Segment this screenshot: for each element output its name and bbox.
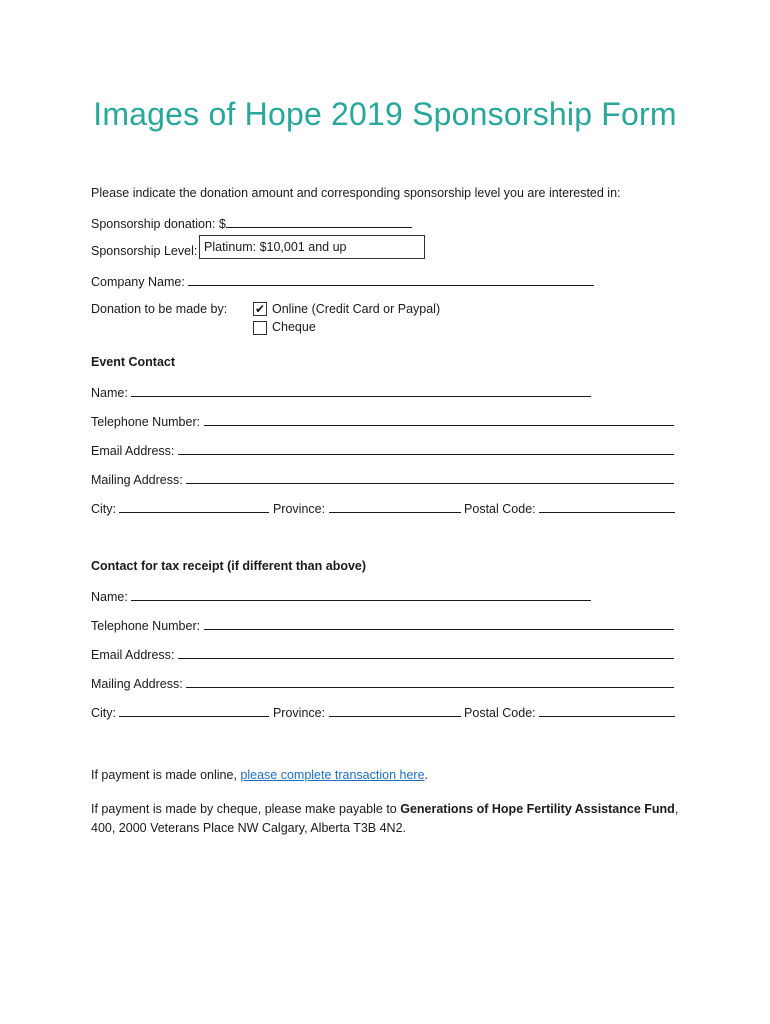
tax-city-field[interactable] bbox=[119, 704, 269, 717]
event-name-field[interactable] bbox=[131, 384, 591, 397]
sponsorship-donation-field[interactable] bbox=[226, 215, 412, 228]
cheque-payee: Generations of Hope Fertility Assistance Fund bbox=[400, 802, 675, 816]
online-payment-note bbox=[91, 768, 428, 782]
event-postal-field[interactable] bbox=[539, 500, 675, 513]
event-name-row bbox=[91, 384, 591, 400]
event-mailing-label: Mailing Address: bbox=[91, 473, 183, 487]
company-name-field[interactable] bbox=[188, 273, 594, 286]
tax-mailing-label: Mailing Address: bbox=[91, 677, 183, 691]
company-name-label: Company Name: bbox=[91, 275, 185, 289]
company-name-row bbox=[91, 273, 594, 289]
tax-email-field[interactable] bbox=[178, 646, 674, 659]
event-postal-label: Postal Code: bbox=[464, 502, 536, 516]
form-title: Images of Hope 2019 Sponsorship Form bbox=[93, 96, 677, 132]
event-telephone-row bbox=[91, 413, 674, 429]
complete-transaction-link[interactable]: please complete transaction here bbox=[240, 768, 425, 782]
event-city-row bbox=[91, 500, 675, 516]
event-mailing-field[interactable] bbox=[186, 471, 674, 484]
event-email-label: Email Address: bbox=[91, 444, 175, 458]
tax-city-label: City: bbox=[91, 706, 116, 720]
tax-email-label: Email Address: bbox=[91, 648, 175, 662]
tax-province-field[interactable] bbox=[329, 704, 461, 717]
tax-email-row bbox=[91, 646, 674, 662]
tax-province-label: Province: bbox=[272, 706, 326, 720]
tax-postal-label: Postal Code: bbox=[464, 706, 536, 720]
event-email-field[interactable] bbox=[178, 442, 674, 455]
tax-telephone-row bbox=[91, 617, 674, 633]
online-option-label: Online (Credit Card or Paypal) bbox=[272, 302, 441, 316]
tax-mailing-row bbox=[91, 675, 674, 691]
event-email-row bbox=[91, 442, 674, 458]
cheque-note-suffix: , bbox=[674, 802, 679, 816]
tax-city-row bbox=[91, 704, 675, 720]
tax-telephone-field[interactable] bbox=[204, 617, 674, 630]
event-city-field[interactable] bbox=[119, 500, 269, 513]
tax-name-row bbox=[91, 588, 591, 604]
event-city-label: City: bbox=[91, 502, 116, 516]
tax-telephone-label: Telephone Number: bbox=[91, 619, 201, 633]
online-note-prefix: If payment is made online, bbox=[91, 768, 241, 782]
event-telephone-label: Telephone Number: bbox=[91, 415, 201, 429]
sponsorship-level-select[interactable]: Platinum: $10,001 and up bbox=[199, 235, 425, 259]
event-telephone-field[interactable] bbox=[204, 413, 674, 426]
event-province-label: Province: bbox=[272, 502, 326, 516]
tax-name-label: Name: bbox=[91, 590, 128, 604]
event-name-label: Name: bbox=[91, 386, 128, 400]
tax-mailing-field[interactable] bbox=[186, 675, 674, 688]
cheque-address: 400, 2000 Veterans Place NW Calgary, Alberta T3B 4N2. bbox=[91, 821, 406, 835]
online-note-suffix: . bbox=[424, 768, 429, 782]
tax-postal-field[interactable] bbox=[539, 704, 675, 717]
event-contact-heading: Event Contact bbox=[91, 355, 176, 369]
cheque-note-prefix: If payment is made by cheque, please make payable to bbox=[91, 802, 401, 816]
sponsorship-donation-row bbox=[91, 215, 412, 231]
tax-contact-heading: Contact for tax receipt (if different than above) bbox=[91, 559, 367, 573]
online-checkbox[interactable]: ✔ bbox=[254, 302, 266, 316]
cheque-checkbox[interactable] bbox=[253, 321, 267, 335]
cheque-option-label: Cheque bbox=[272, 320, 316, 334]
sponsorship-donation-label: Sponsorship donation: $ bbox=[91, 217, 226, 231]
event-province-field[interactable] bbox=[329, 500, 461, 513]
donation-method-label: Donation to be made by: bbox=[91, 302, 228, 316]
tax-name-field[interactable] bbox=[131, 588, 591, 601]
sponsorship-level-label: Sponsorship Level: bbox=[91, 244, 198, 258]
intro-text: Please indicate the donation amount and corresponding sponsorship level you are interested in: bbox=[91, 186, 621, 200]
event-mailing-row bbox=[91, 471, 674, 487]
cheque-payment-note bbox=[91, 802, 678, 816]
